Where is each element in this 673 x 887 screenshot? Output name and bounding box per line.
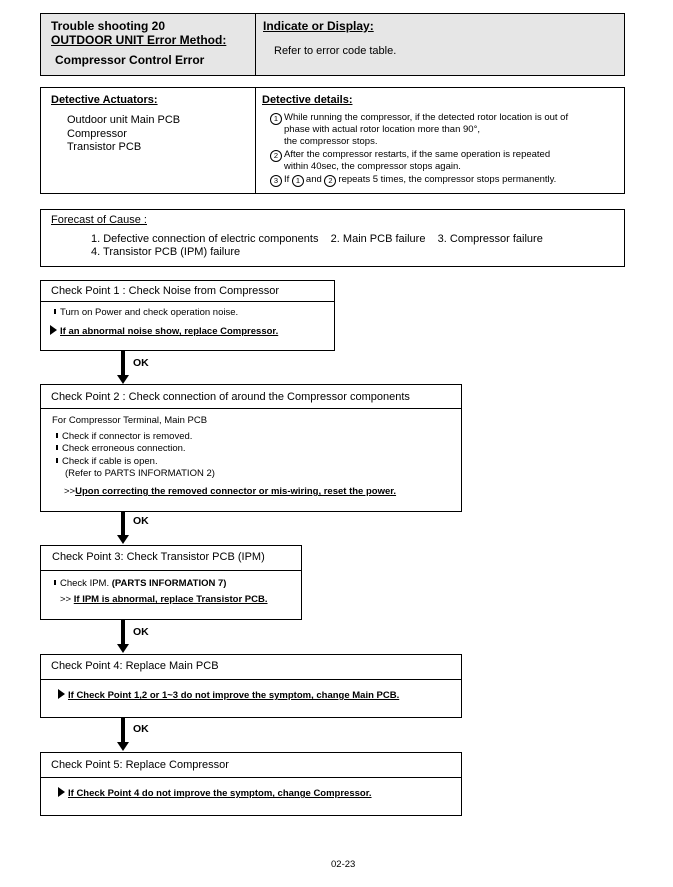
indicate-label: Indicate or Display: [263, 19, 374, 33]
forecast-line2: 4. Transistor PCB (IPM) failure [91, 246, 241, 258]
page-number: 02-23 [331, 859, 356, 870]
ok-label-1: OK [133, 357, 149, 369]
detail-1-line3: the compressor stops. [284, 136, 378, 147]
circled-number: 1 [292, 175, 304, 187]
bullet-icon [56, 433, 58, 438]
flow-arrow-3 [121, 620, 125, 645]
cp2-action: >>Upon correcting the removed connector or mis-wiring, reset the power. [64, 486, 397, 497]
cp1-action: If an abnormal noise show, replace Compressor. [50, 325, 278, 339]
cp4-title: Check Point 4: Replace Main PCB [51, 660, 219, 672]
circled-number: 3 [270, 175, 282, 187]
cp2-title: Check Point 2 : Check connection of around the Compressor components [51, 391, 410, 403]
cp2-item-2: Check erroneous connection. [56, 443, 186, 456]
cp3-title: Check Point 3: Check Transistor PCB (IPM) [52, 551, 265, 563]
cp2-subtitle: For Compressor Terminal, Main PCB [52, 415, 208, 426]
error-name: Compressor Control Error [55, 53, 205, 67]
cp2-ref: (Refer to PARTS INFORMATION 2) [65, 468, 215, 479]
detail-1-line1: While running the compressor, if the detected rotor location is out of [284, 112, 569, 123]
flow-arrow-2 [121, 512, 125, 536]
arrow-down-icon [117, 742, 129, 751]
ok-label-3: OK [133, 626, 149, 638]
arrow-right-icon [58, 787, 65, 797]
ok-label-4: OK [133, 723, 149, 735]
arrow-right-icon [58, 689, 65, 699]
flow-arrow-4 [121, 718, 125, 743]
divider [41, 679, 461, 680]
divider [41, 777, 461, 778]
cp2-item-1: Check if connector is removed. [56, 431, 192, 444]
cp5-action: If Check Point 4 do not improve the symptom, change Compressor. [58, 787, 372, 801]
arrow-down-icon [117, 375, 129, 384]
divider [41, 570, 301, 571]
ok-label-2: OK [133, 515, 149, 527]
bullet-icon [56, 445, 58, 450]
bullet-icon [56, 458, 58, 463]
circled-number: 2 [270, 150, 282, 162]
cp3-item: Check IPM. (PARTS INFORMATION 7) [54, 578, 226, 591]
actuator-transistor-pcb: Transistor PCB [67, 141, 142, 153]
bullet-icon [54, 580, 56, 585]
detail-3: 3 If 1 and 2 repeats 5 times, the compressor stops permanently. [270, 174, 556, 187]
cp2-item-3: Check if cable is open. [56, 456, 158, 469]
detail-1-line2: phase with actual rotor location more than 90°, [284, 124, 481, 135]
forecast-line1: 1. Defective connection of electric components 2. Main PCB failure 3. Compressor failure [91, 233, 543, 245]
cp3-action: >> If IPM is abnormal, replace Transistor PCB. [60, 594, 268, 605]
circled-number: 2 [324, 175, 336, 187]
actuator-main-pcb: Outdoor unit Main PCB [67, 114, 181, 126]
detective-actuators-label: Detective Actuators: [51, 94, 158, 106]
header-divider [255, 14, 256, 75]
bullet-icon [54, 309, 56, 314]
cp1-title: Check Point 1 : Check Noise from Compressor [51, 285, 280, 297]
detail-2-line2: within 40sec, the compressor stops again. [284, 161, 461, 172]
trouble-shooting-number: Trouble shooting 20 [51, 19, 166, 33]
circled-number: 1 [270, 113, 282, 125]
cp4-action: If Check Point 1,2 or 1~3 do not improve the symptom, change Main PCB. [58, 689, 399, 703]
cp5-title: Check Point 5: Replace Compressor [51, 759, 229, 771]
divider [41, 301, 334, 302]
detective-details-label: Detective details: [262, 94, 353, 106]
arrow-right-icon [50, 325, 57, 335]
arrow-down-icon [117, 535, 129, 544]
indicate-value: Refer to error code table. [274, 45, 397, 57]
divider [41, 408, 461, 409]
cp1-item: Turn on Power and check operation noise. [54, 307, 238, 320]
arrow-down-icon [117, 644, 129, 653]
forecast-label: Forecast of Cause : [51, 214, 147, 226]
actuator-compressor: Compressor [67, 128, 127, 140]
detail-2-line1: After the compressor restarts, if the same operation is repeated [284, 149, 551, 160]
detective-divider [255, 88, 256, 193]
error-method-label: OUTDOOR UNIT Error Method: [51, 33, 227, 47]
flow-arrow-1 [121, 351, 125, 376]
